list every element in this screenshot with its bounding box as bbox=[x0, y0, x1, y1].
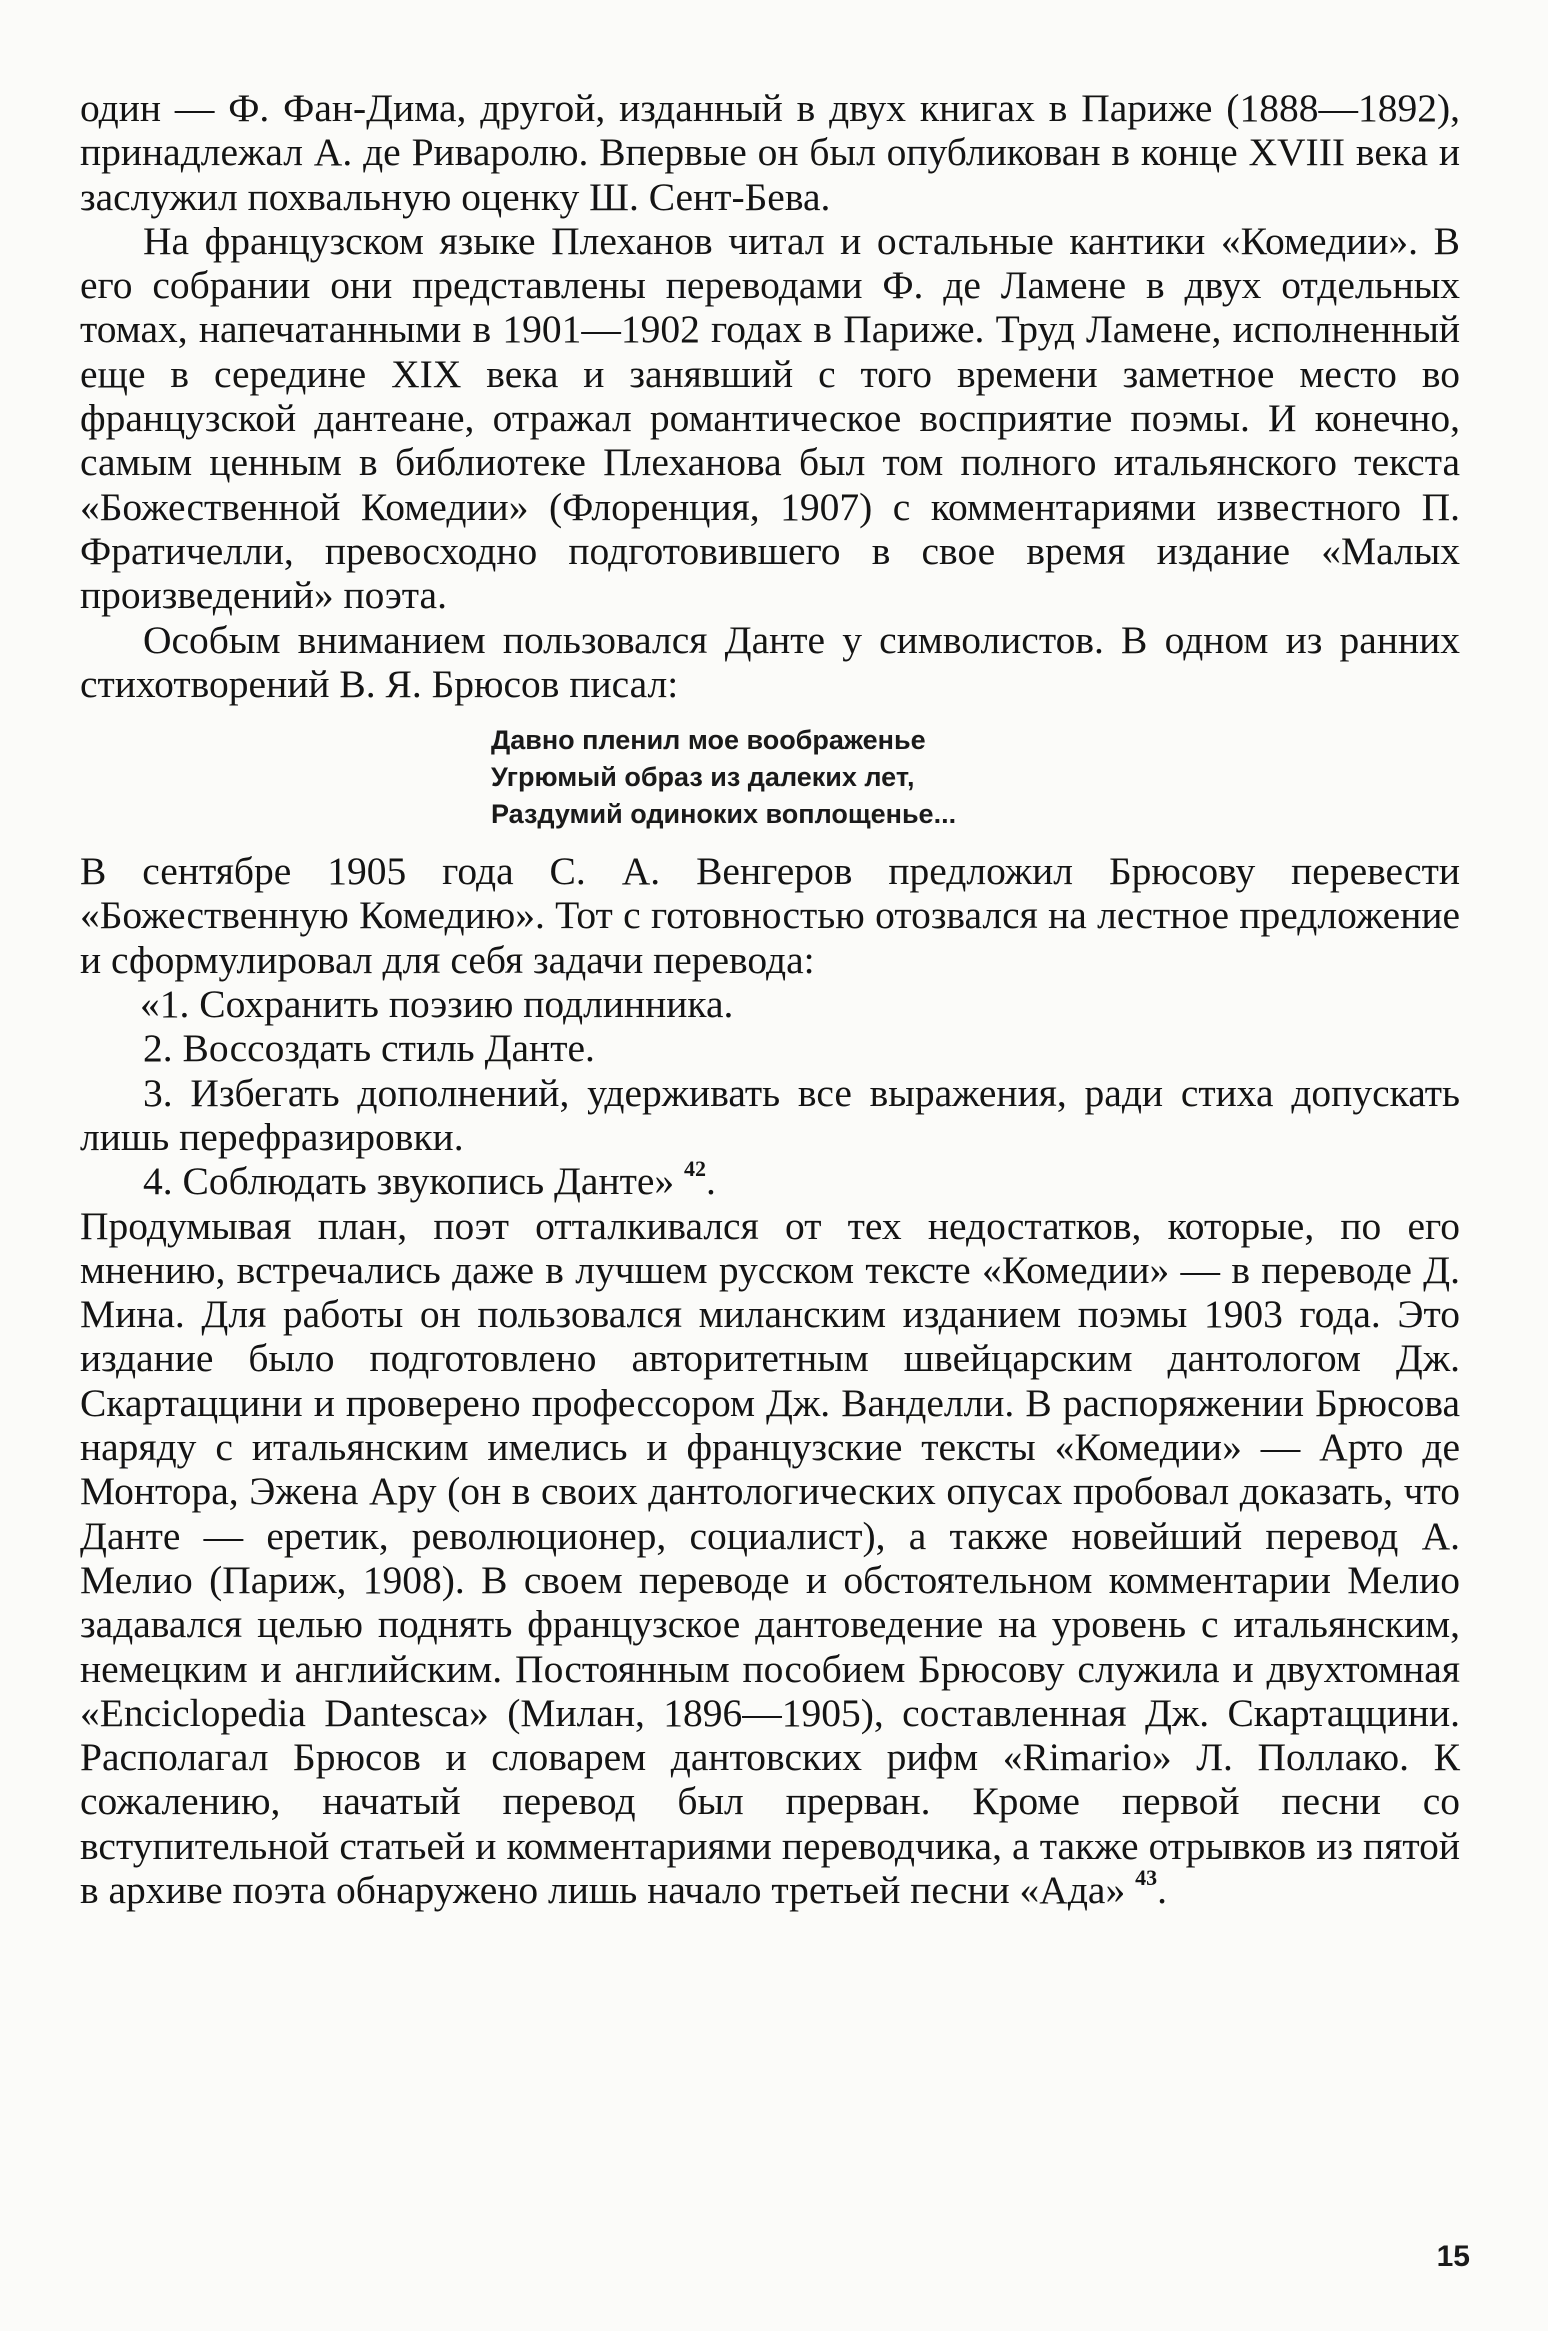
paragraph-french-translations: На французском языке Плеханов читал и остальные кантики «Комедии». В его собрании они представлены переводами Ф. де Ламене в двух отдельных томах, напечатанными в 1901—1902 годах в Париже. Труд Ламене, исполненный еще в середине XIX века и занявший с того времени заметное место во французской дантеане, отражал романтическое восприятие поэмы. И конечно, самым ценным в библиотеке Плеханова был том полного итальянского текста «Божественной Комедии» (Флоренция, 1907) с комментариями известного П. Фратичелли, превосходно подготовившего в свое время издание «Малых произведений» поэта. bbox=[80, 218, 1460, 618]
paragraph-translation-plan-text: Продумывая план, поэт отталкивался от тех недостатков, которые, по его мнению, встречались даже в лучшем русском тексте «Комедии» — в переводе Д. Мина. Для работы он пользовался миланским изданием поэмы 1903 года. Это издание было подготовлено авторитетным швейцарским дантологом Дж. Скартаццини и проверено профессором Дж. Ванделли. В распоряжении Брюсова наряду с итальянским имелись и французские тексты «Комедии» — Арто де Монтора, Эжена Ару (он в своих дантологических опусах пробовал доказать, что Данте — еретик, революционер, социалист), а также новейший перевод А. Мелио (Париж, 1908). В своем переводе и обстоятельном комментарии Мелио задавался целью поднять французское дантоведение на уровень с итальянским, немецким и английским. Постоянным пособием Брюсову служила и двухтомная «Enciclopedia Dantesca» (Милан, 1896—1905), составленная Дж. Скартаццини. Располагал Брюсов и словарем дантовских рифм «Rimario» Л. Поллако. К сожалению, начатый перевод был прерван. Кроме первой песни со вступительной статьей и комментариями переводчика, а также отрывков из пятой в архиве поэта обнаружено лишь начало третьей песни «Ада» bbox=[80, 1203, 1460, 1912]
page-body bbox=[80, 86, 1460, 1912]
verse-line: Давно пленил мое воображенье bbox=[491, 725, 926, 756]
paragraph-symbolists: Особым вниманием пользовался Данте у символистов. В одном из ранних стихотворений В. Я. Брюсов писал: bbox=[80, 617, 1460, 706]
task-item: 4. Соблюдать звукопись Данте» $^{42}$. bbox=[143, 1156, 716, 1204]
footnote-marker: 42 bbox=[684, 1156, 707, 1182]
verse-line: Угрюмый образ из далеких лет, bbox=[491, 762, 915, 793]
task-item-text: 4. Соблюдать звукопись Данте» bbox=[143, 1159, 675, 1204]
bryusov-verse-quote bbox=[491, 722, 1460, 833]
footnote-marker: 43 bbox=[1135, 1864, 1158, 1890]
verse-line: Раздумий одиноких воплощенье... bbox=[491, 799, 957, 830]
paragraph-translation-plan: Продумывая план, поэт отталкивался от тех недостатков, которые, по его мнению, встречались даже в лучшем русском тексте «Комедии» — в переводе Д. Мина. Для работы он пользовался миланским изданием поэмы 1903 года. Это издание было подготовлено авторитетным швейцарским дантологом Дж. Скартаццини и проверено профессором Дж. Ванделли. В распоряжении Брюсова наряду с итальянским имелись и французские тексты «Комедии» — Арто де Монтора, Эжена Ару (он в своих дантологических опусах пробовал доказать, что Данте — еретик, революционер, социалист), а также новейший перевод А. Мелио (Париж, 1908). В своем переводе и обстоятельном комментарии Мелио задавался целью поднять французское дантоведение на уровень с итальянским, немецким и английским. Постоянным пособием Брюсову служила и двухтомная «Enciclopedia Dantesca» (Милан, 1896—1905), составленная Дж. Скартаццини. Располагал Брюсов и словарем дантовских рифм «Rimario» Л. Поллако. К сожалению, начатый перевод был прерван. Кроме первой песни со вступительной статьей и комментариями переводчика, а также отрывков из пятой в архиве поэта обнаружено лишь начало третьей песни «Ада» $^{43}$. bbox=[80, 1203, 1460, 1912]
page-number: 15 bbox=[1436, 2240, 1470, 2273]
task-item: 2. Воссоздать стиль Данте. bbox=[143, 1026, 595, 1071]
task-item: 3. Избегать дополнений, удерживать все выражения, ради стиха допускать лишь перефразировки. bbox=[80, 1070, 1460, 1159]
task-item: «1. Сохранить поэзию подлинника. bbox=[140, 982, 734, 1027]
paragraph-vengerov-proposal: В сентябре 1905 года С. А. Венгеров предложил Брюсову перевести «Божественную Комедию». Тот с готовностью отозвался на лестное предложение и сформулировал для себя задачи перевода: bbox=[80, 849, 1460, 982]
paragraph-translations-rivarol: один — Ф. Фан-Дима, другой, изданный в двух книгах в Париже (1888—1892), принадлежал А. де Риваролю. Впервые он был опубликован в конце XVIII века и заслужил похвальную оценку Ш. Сент-Бева. bbox=[80, 86, 1460, 219]
translation-tasks-list bbox=[80, 982, 1460, 1203]
